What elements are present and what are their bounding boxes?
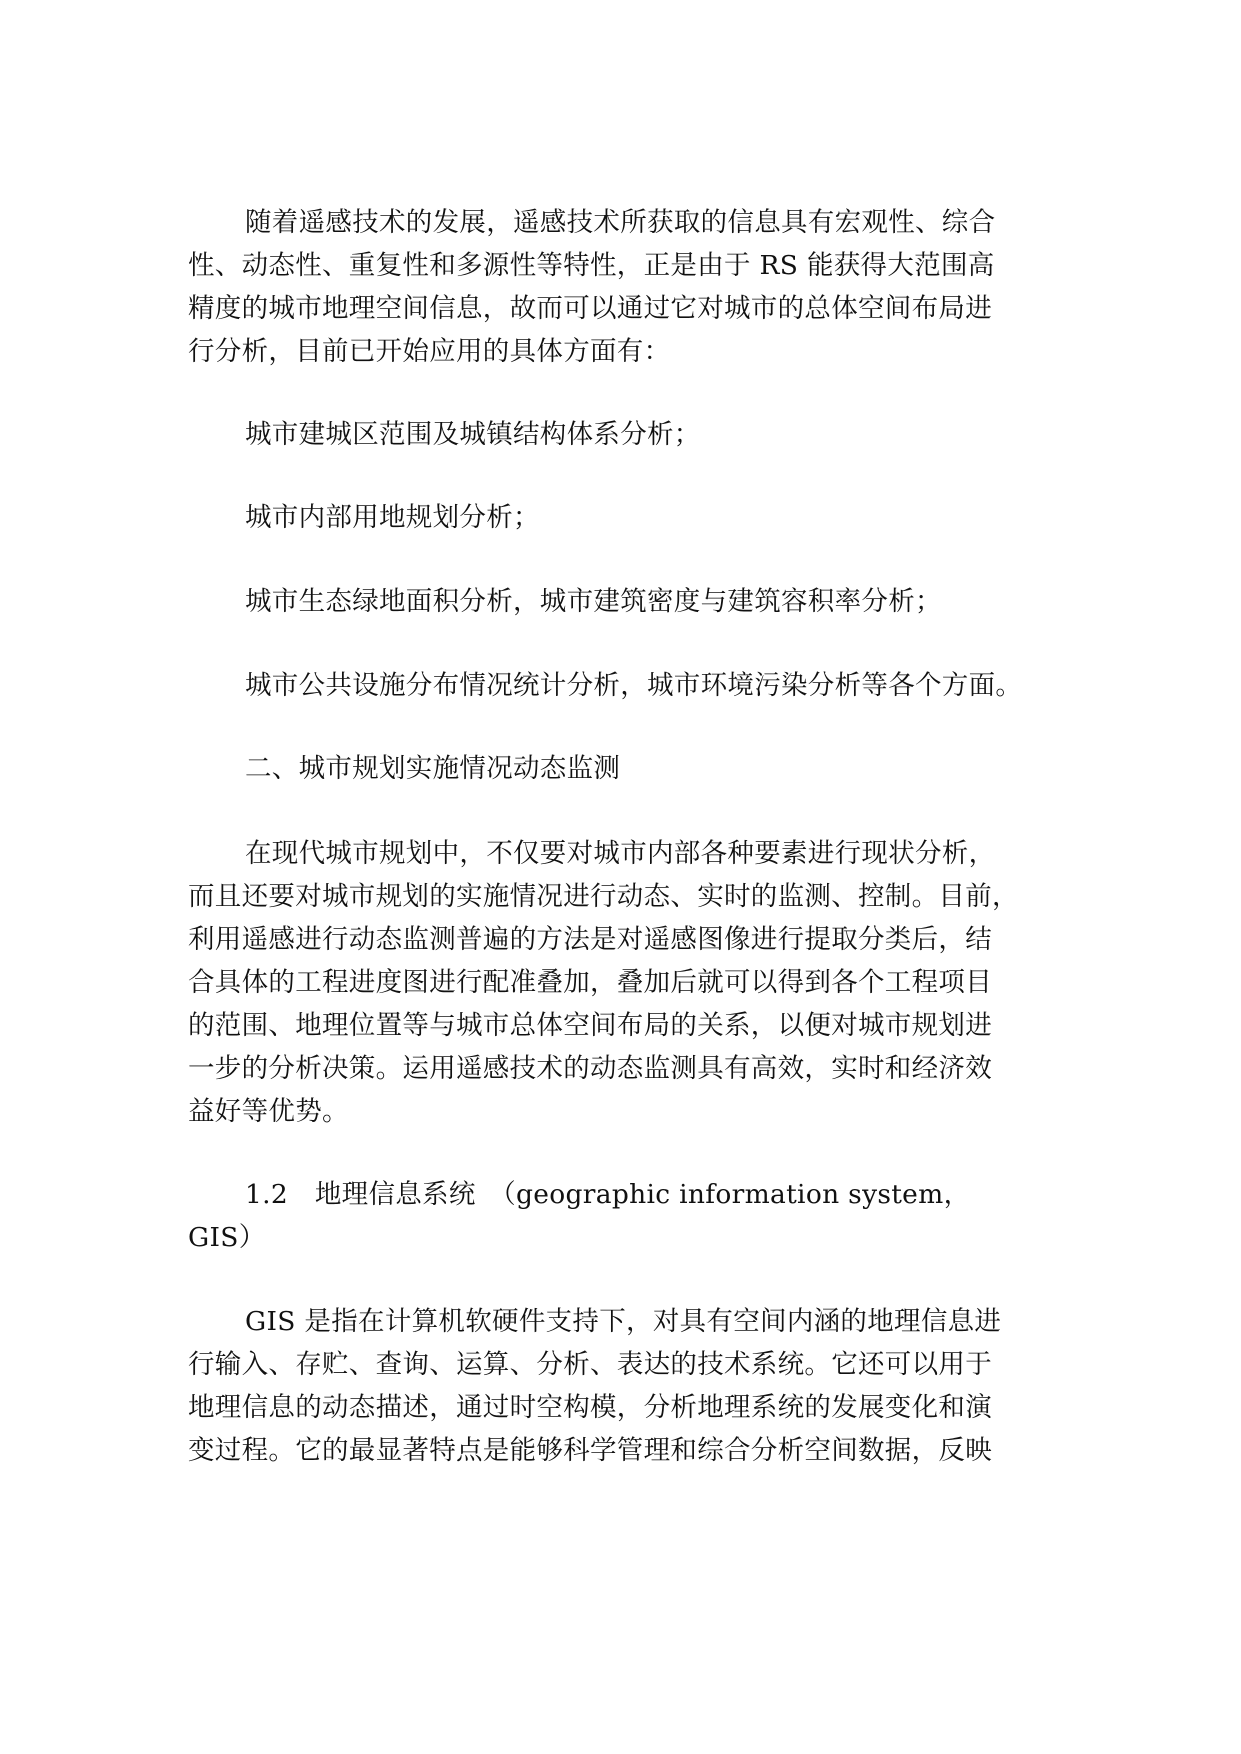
list-item: 城市内部用地规划分析； [245,502,540,533]
list-item: 城市建城区范围及城镇结构体系分析； [245,419,701,450]
paragraph-1-line: 精度的城市地理空间信息，故而可以通过它对城市的总体空间布局进 [188,293,992,324]
paragraph-2-line: 利用遥感进行动态监测普遍的方法是对遥感图像进行提取分类后，结 [188,924,992,955]
paragraph-2-line: 合具体的工程进度图进行配准叠加，叠加后就可以得到各个工程项目 [188,967,992,998]
section-heading-1-2-cont: GIS） [188,1222,266,1253]
paragraph-2-line: 在现代城市规划中，不仅要对城市内部各种要素进行现状分析， [245,838,996,869]
section-heading-2: 二、城市规划实施情况动态监测 [245,753,621,784]
paragraph-2-line: 而且还要对城市规划的实施情况进行动态、实时的监测、控制。目前， [188,881,1019,912]
paragraph-2-line: 益好等优势。 [188,1096,349,1127]
paragraph-1-line: 随着遥感技术的发展，遥感技术所获取的信息具有宏观性、综合 [245,207,996,238]
list-item: 城市公共设施分布情况统计分析，城市环境污染分析等各个方面。 [245,670,1023,701]
paragraph-3-line: 行输入、存贮、查询、运算、分析、表达的技术系统。它还可以用于 [188,1349,992,1380]
paragraph-1-line: 行分析，目前已开始应用的具体方面有： [188,336,671,367]
paragraph-3-line: 变过程。它的最显著特点是能够科学管理和综合分析空间数据，反映 [188,1435,992,1466]
paragraph-1-line: 性、动态性、重复性和多源性等特性，正是由于 RS 能获得大范围高 [188,250,995,281]
section-heading-1-2: 1.2 地理信息系统 （geographic information system， [245,1179,971,1210]
list-item: 城市生态绿地面积分析，城市建筑密度与建筑容积率分析； [245,586,942,617]
paragraph-2-line: 一步的分析决策。运用遥感技术的动态监测具有高效，实时和经济效 [188,1053,992,1084]
paragraph-3-line: 地理信息的动态描述，通过时空构模，分析地理系统的发展变化和演 [188,1392,992,1423]
paragraph-2-line: 的范围、地理位置等与城市总体空间布局的关系，以便对城市规划进 [188,1010,992,1041]
paragraph-3-line: GIS 是指在计算机软硬件支持下，对具有空间内涵的地理信息进 [245,1306,1002,1337]
